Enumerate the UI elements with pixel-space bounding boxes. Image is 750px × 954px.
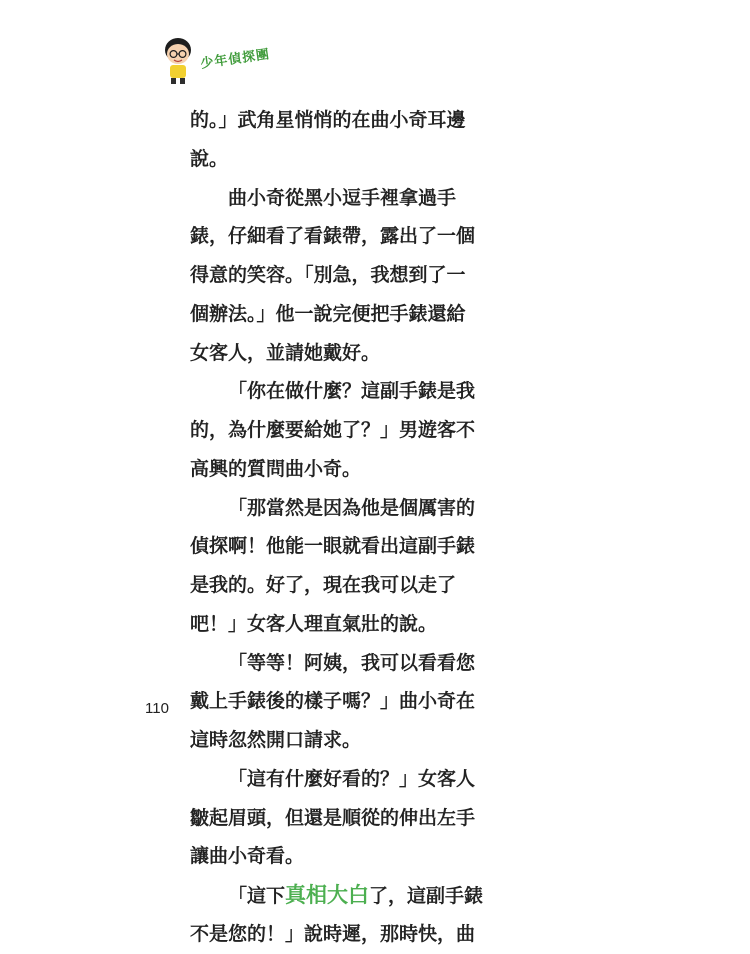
text-line: 說。: [190, 147, 229, 170]
text-line: 讓曲小奇看。: [190, 845, 305, 868]
series-title: 少年偵探團: [199, 47, 271, 72]
text-line: 皺起眉頭，但還是順從的伸出左手: [190, 806, 476, 829]
text-span: 「這下: [228, 885, 286, 907]
text-line: 「那當然是因為他是個厲害的: [228, 496, 476, 519]
text-line: 戴上手錶後的樣子嗎？」曲小奇在: [190, 690, 476, 713]
highlighted-phrase: 真相大白: [285, 883, 370, 907]
text-line: 這時忽然開口請求。: [190, 729, 362, 751]
text-line: 不是您的！」說時遲，那時快，曲: [190, 922, 476, 945]
text-line: 的。」武角星悄悄的在曲小奇耳邊: [190, 109, 466, 131]
page-header: [150, 34, 290, 90]
text-line: 女客人，並請她戴好。: [190, 341, 381, 364]
text-line: 吧！」女客人理直氣壯的說。: [190, 612, 438, 635]
text-line: 「等等！阿姨，我可以看看您: [228, 651, 476, 674]
text-line: 「這有什麼好看的？」女客人: [228, 767, 476, 790]
text-line: 個辦法。」他一說完便把手錶還給: [190, 302, 466, 325]
text-line: 高興的質問曲小奇。: [190, 457, 362, 480]
text-span: 了，這副手錶: [369, 885, 484, 907]
text-line: 是我的。好了，現在我可以走了: [190, 574, 457, 596]
text-line: 得意的笑容。「別急，我想到了一: [190, 264, 466, 286]
story-text: [190, 101, 560, 954]
text-line: [190, 876, 560, 915]
text-line: 曲小奇從黑小逗手裡拿過手: [228, 186, 457, 209]
text-line: 偵探啊！他能一眼就看出這副手錶: [190, 535, 476, 558]
text-line: 「你在做什麼？這副手錶是我: [228, 380, 476, 403]
page-number: 110: [145, 700, 169, 717]
text-line: 的，為什麼要給她了？」男遊客不: [190, 419, 476, 441]
text-line: 錶，仔細看了看錶帶，露出了一個: [190, 225, 476, 248]
boy-detective-icon: [158, 34, 198, 86]
